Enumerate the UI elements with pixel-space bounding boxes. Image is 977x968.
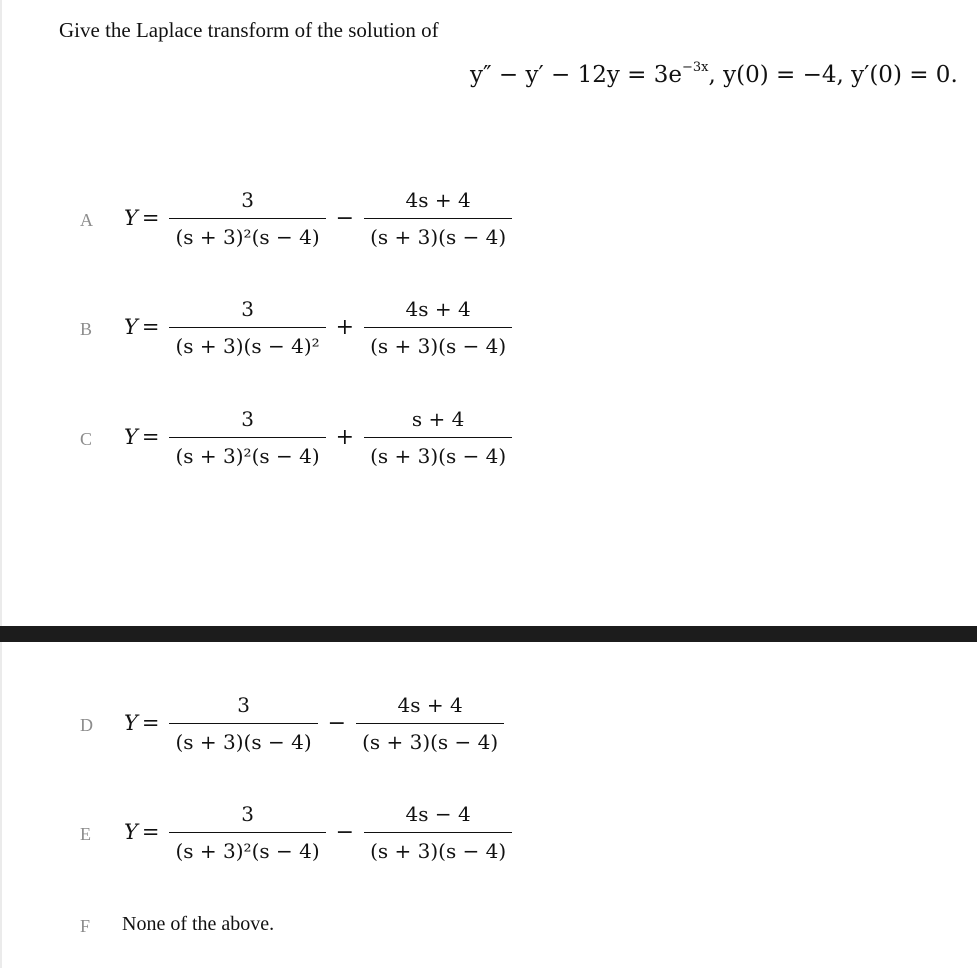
denominator: (s + 3)(s − 4): [356, 723, 504, 754]
numerator: 3: [241, 296, 254, 321]
section-divider: [0, 626, 977, 642]
operator: −: [335, 205, 355, 231]
choice-formula: [124, 292, 512, 362]
fraction-first: [169, 297, 325, 358]
numerator: 3: [241, 801, 254, 826]
numerator: 4s + 4: [405, 187, 471, 212]
formula-lhs: Y: [124, 820, 138, 844]
choice-letter: B: [80, 319, 93, 339]
choice-formula: [124, 183, 512, 253]
fraction-second: [364, 407, 512, 468]
operator: +: [335, 314, 355, 340]
fraction-second: [364, 297, 512, 358]
choice-c[interactable]: [0, 402, 977, 472]
numerator: 3: [237, 692, 250, 717]
equation-lhs: y″ − y′ − 12y = 3e: [470, 62, 682, 88]
fraction-first: [169, 802, 325, 863]
formula-lhs: Y: [124, 206, 138, 230]
fraction-second: [364, 802, 512, 863]
formula-equals: =: [141, 425, 160, 449]
denominator: (s + 3)(s − 4): [364, 218, 512, 249]
operator: +: [335, 424, 355, 450]
choice-formula: [124, 402, 512, 472]
formula-equals: =: [141, 206, 160, 230]
formula-lhs: Y: [124, 711, 138, 735]
formula-equals: =: [141, 711, 160, 735]
denominator: (s + 3)(s − 4): [169, 723, 317, 754]
fraction-second: [364, 188, 512, 249]
denominator: (s + 3)(s − 4)²: [169, 327, 325, 358]
denominator: (s + 3)²(s − 4): [169, 832, 325, 863]
denominator: (s + 3)(s − 4): [364, 437, 512, 468]
differential-equation: [470, 62, 958, 88]
denominator: (s + 3)(s − 4): [364, 832, 512, 863]
choice-a[interactable]: [0, 183, 977, 253]
choice-letter: F: [80, 916, 91, 936]
fraction-first: [169, 188, 325, 249]
formula-equals: =: [141, 315, 160, 339]
fraction-second: [356, 693, 504, 754]
choice-f[interactable]: [0, 889, 977, 959]
numerator: 4s + 4: [405, 296, 471, 321]
numerator: s + 4: [411, 406, 465, 431]
choice-letter: E: [80, 824, 91, 844]
operator: −: [335, 819, 355, 845]
formula-lhs: Y: [124, 315, 138, 339]
choice-d[interactable]: [0, 688, 977, 758]
choice-b[interactable]: [0, 292, 977, 362]
choice-letter: C: [80, 429, 93, 449]
choice-letter: A: [80, 210, 93, 230]
formula-lhs: Y: [124, 425, 138, 449]
numerator: 3: [241, 406, 254, 431]
choice-letter: D: [80, 715, 93, 735]
fraction-first: [169, 407, 325, 468]
numerator: 3: [241, 187, 254, 212]
choice-formula: [124, 688, 504, 758]
numerator: 4s + 4: [397, 692, 463, 717]
formula-equals: =: [141, 820, 160, 844]
numerator: 4s − 4: [405, 801, 471, 826]
denominator: (s + 3)(s − 4): [364, 327, 512, 358]
choice-e[interactable]: [0, 797, 977, 867]
question-prompt: Give the Laplace transform of the solution of: [59, 18, 439, 42]
choice-formula: [124, 797, 512, 867]
denominator: (s + 3)²(s − 4): [169, 218, 325, 249]
choice-text: None of the above.: [122, 913, 275, 935]
equation-initial-conditions: , y(0) = −4, y′(0) = 0.: [708, 62, 958, 88]
denominator: (s + 3)²(s − 4): [169, 437, 325, 468]
fraction-first: [169, 693, 317, 754]
equation-exponent: −3x: [682, 60, 709, 75]
operator: −: [327, 710, 347, 736]
